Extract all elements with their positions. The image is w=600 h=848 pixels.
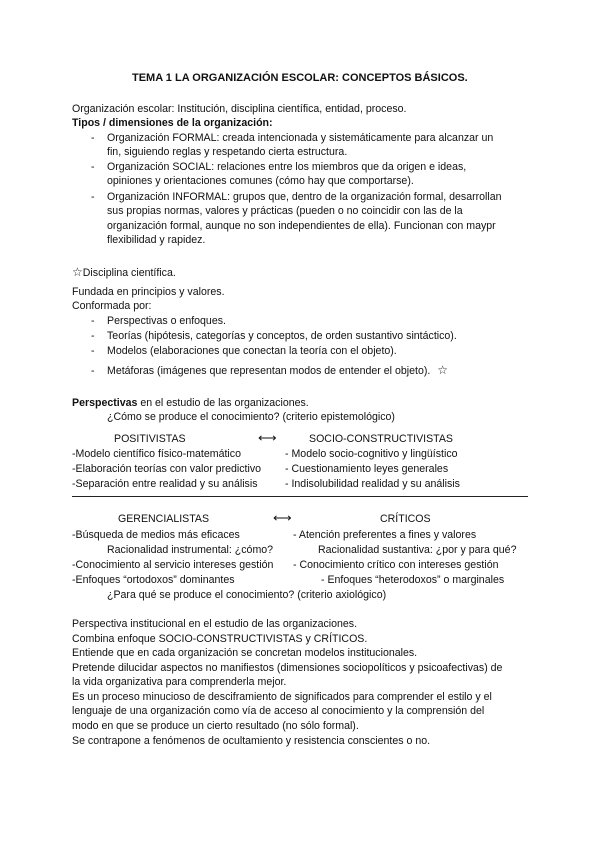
star-icon: ☆ [437,363,449,377]
tipos-heading: Tipos / dimensiones de la organización: [72,117,273,129]
positivistas-item: -Modelo científico físico-matemático [72,448,241,460]
positivistas-item: -Elaboración teorías con valor predictivo [72,463,262,475]
paragraph-line: Es un proceso minucioso de desciframiento de significados para comprender el estilo y el [72,691,492,703]
list-dash: - [91,330,95,342]
paragraph-line: Perspectiva institucional en el estudio de las organizaciones. [72,618,358,630]
paragraph-line: lenguaje de una organización como vía de acceso al conocimiento y la comprensión del [72,705,485,717]
positivistas-heading: POSITIVISTAS [114,433,186,445]
positivistas-item: -Separación entre realidad y su análisis [72,478,258,490]
socio-item: - Cuestionamiento leyes generales [285,463,449,475]
list-item: flexibilidad y rapidez. [107,234,206,246]
paragraph-line: Entiende que en cada organización se concretan modelos institucionales. [72,647,418,659]
criticos-item: - Atención preferentes a fines y valores [293,529,477,541]
list-dash: - [91,191,95,203]
list-item: fin, siguiendo reglas y respetando cierta estructura. [107,146,348,158]
disciplina-heading-line [72,266,176,281]
socio-item: - Indisolubilidad realidad y su análisis [285,478,460,490]
racionalidad-instrumental: Racionalidad instrumental: ¿cómo? [107,544,274,556]
criticos-item: - Conocimiento crítico con intereses gestión [293,559,499,571]
gerencialistas-heading: GERENCIALISTAS [118,513,210,525]
paragraph-line: Combina enfoque SOCIO-CONSTRUCTIVISTAS y CRÍTICOS. [72,633,368,645]
double-arrow-icon: ⟷ [273,510,292,525]
star-icon: ☆ [72,265,83,279]
conformada-text: Conformada por: [72,300,152,312]
socio-item: - Modelo socio-cognitivo y lingüístico [285,448,458,460]
list-item: opiniones y orientaciones comunes (cómo hay que comportarse). [107,175,414,187]
list-dash: - [91,161,95,173]
gerencialistas-item: -Conocimiento al servicio intereses gestión [72,559,274,571]
list-item [107,364,448,379]
pregunta-epistemologica: ¿Cómo se produce el conocimiento? (criterio epistemológico) [107,411,395,423]
list-item: Teorías (hipótesis, categorías y conceptos, de orden sustantivo sintáctico). [107,330,457,342]
paragraph-line: modo en que se produce un cierto resultado (no sólo formal). [72,720,359,732]
paragraph-line: Se contrapone a fenómenos de ocultamiento y resistencia conscientes o no. [72,735,431,747]
section-divider [72,496,528,497]
list-dash: - [91,315,95,327]
intro-text: Organización escolar: Institución, disciplina científica, entidad, proceso. [72,103,407,115]
list-dash: - [91,345,95,357]
list-item: sus propias normas, valores y prácticas (pueden o no coincidir con las de la [107,205,463,217]
list-item: Organización SOCIAL: relaciones entre los miembros que da origen e ideas, [107,161,467,173]
pregunta-axiologica: ¿Para qué se produce el conocimiento? (criterio axiológico) [107,589,387,601]
criticos-item: - Enfoques “heterodoxos” o marginales [321,574,505,586]
page-title: TEMA 1 LA ORGANIZACIÓN ESCOLAR: CONCEPTOS BÁSICOS. [132,72,468,84]
perspectivas-line [72,396,309,411]
list-item: Modelos (elaboraciones que conectan la teoría con el objeto). [107,345,397,357]
gerencialistas-item: -Enfoques “ortodoxos” dominantes [72,574,235,586]
perspectivas-heading: Perspectivas [72,397,138,409]
list-item: Organización FORMAL: creada intencionada y sistemáticamente para alcanzar un [107,132,494,144]
list-item: Organización INFORMAL: grupos que, dentro de la organización formal, desarrollan [107,191,502,203]
socio-heading: SOCIO-CONSTRUCTIVISTAS [309,433,454,445]
paragraph-line: Pretende dilucidar aspectos no manifiestos (dimensiones sociopolíticos y psicoafectivas) de [72,662,503,674]
paragraph-line: la vida organizativa para comprenderla mejor. [72,676,287,688]
list-dash: - [91,132,95,144]
racionalidad-sustantiva: Racionalidad sustantiva: ¿por y para qué? [318,544,517,556]
disciplina-heading: Disciplina científica. [82,267,176,279]
gerencialistas-item: -Búsqueda de medios más eficaces [72,529,240,541]
criticos-heading: CRÍTICOS [380,513,431,525]
list-item: Perspectivas o enfoques. [107,315,226,327]
list-item: organización formal, aunque no son independientes de ella). Funcionan con maypr [107,220,496,232]
fundada-text: Fundada en principios y valores. [72,286,225,298]
metaforas-text: Metáforas (imágenes que representan modos de entender el objeto). [107,365,431,377]
list-dash: - [91,365,95,377]
double-arrow-icon: ⟷ [258,430,277,445]
perspectivas-rest: en el estudio de las organizaciones. [137,397,309,409]
